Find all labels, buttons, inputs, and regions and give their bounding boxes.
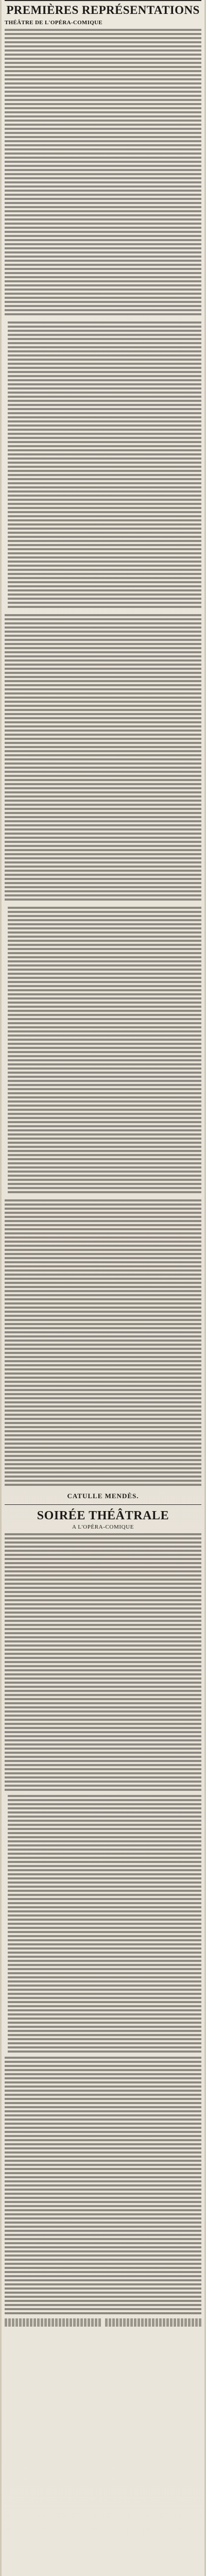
footer-row — [5, 2318, 201, 2327]
review-text-block — [8, 907, 201, 1195]
page-title: PREMIÈRES REPRÉSENTATIONS — [6, 4, 200, 16]
section-divider — [5, 1504, 201, 1505]
footer-block — [105, 2318, 201, 2327]
top-rule — [5, 0, 201, 1]
soiree-text-block — [8, 1795, 201, 2053]
review-text-block — [5, 614, 201, 903]
review-text-block — [5, 1199, 201, 1488]
second-review-subhead: A L'OPÉRA-COMIQUE — [72, 1524, 134, 1531]
soiree-text-block — [5, 1533, 201, 1791]
first-review-subhead: THÉÂTRE DE L'OPÉRA-COMIQUE — [5, 20, 102, 26]
review-text-block — [5, 29, 201, 317]
review-text-block — [8, 321, 201, 610]
author-signature: CATULLE MENDÈS. — [67, 1492, 139, 1500]
section-title: SOIRÉE THÉÂTRALE — [37, 1509, 169, 1523]
soiree-text-block — [5, 2057, 201, 2314]
scan-edge-left — [0, 0, 2, 2576]
footer-block — [5, 2318, 101, 2327]
